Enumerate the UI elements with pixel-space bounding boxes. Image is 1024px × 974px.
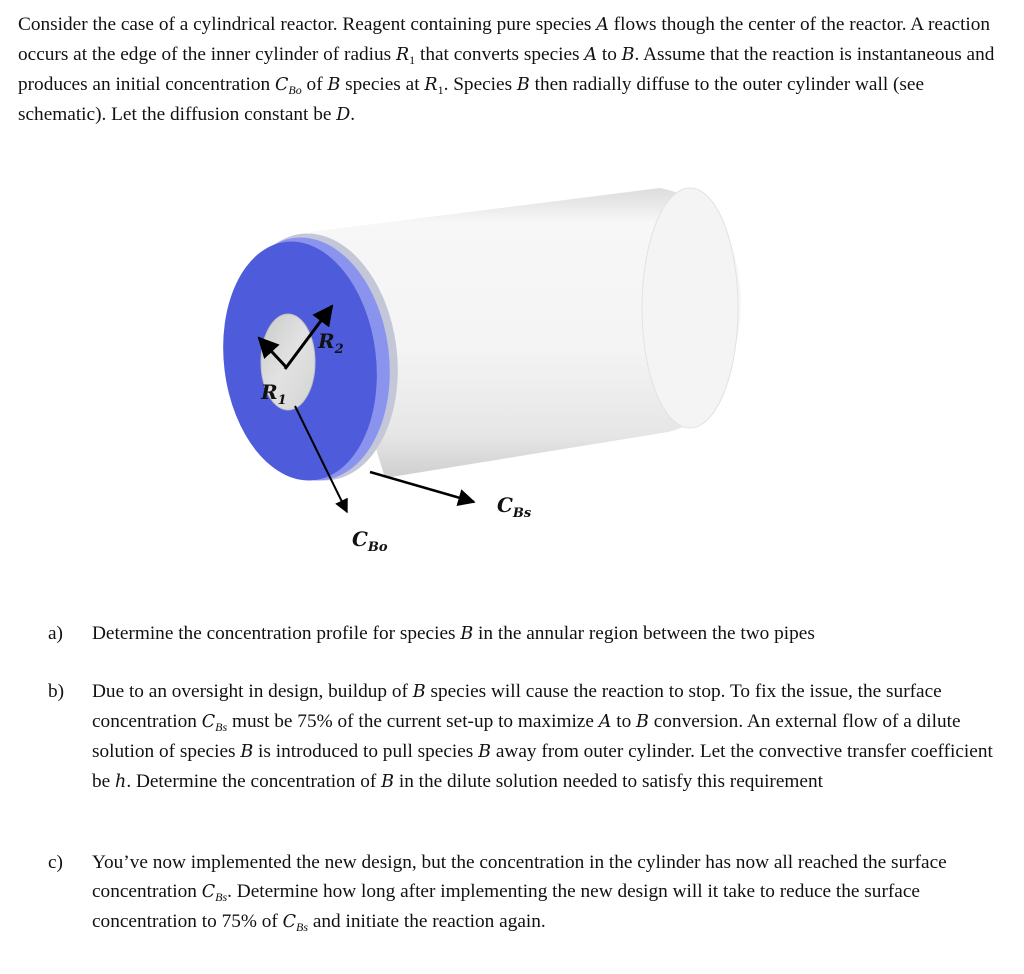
label-cbs: $C_{Bs}$	[497, 493, 532, 521]
problem-statement: Consider the case of a cylindrical reactor. Reagent containing pure species A flows though the center of the reactor. A reaction occurs at the edge of the inner cylinder of radius $R_1$ that converts species A to B. Assume that the reaction is instantaneous and produces an initial concentration $C_{Bo}$ of B species at $R_1$. Species B then radially diffuse to the outer cylinder wall (see schematic). Let the diffusion constant be D.	[18, 14, 995, 125]
question-a-text: Determine the concentration profile for species B in the annular region between the two pipes	[92, 623, 815, 644]
label-r2: $R_2$	[318, 329, 344, 357]
question-a-label: a)	[48, 623, 63, 644]
question-c	[48, 848, 993, 937]
label-r1: $R_1$	[261, 380, 287, 408]
question-a	[48, 619, 993, 649]
question-b-label: b)	[48, 681, 65, 702]
question-c-text: You’ve now implemented the new design, but the concentration in the cylinder has now all reached the surface concentration $C_{Bs}$. Determine how long after implementing the new design will it take to reduce the surface concentration to 75% of $C_{Bs}$ and initiate the reaction again.	[92, 852, 947, 934]
cbs-arrow	[370, 472, 474, 502]
question-c-label: c)	[48, 852, 63, 873]
question-b	[48, 677, 993, 797]
cylinder-far-end	[642, 188, 738, 428]
label-cbo: $C_{Bo}$	[352, 527, 388, 555]
question-b-text: Due to an oversight in design, buildup of B species will cause the reaction to stop. To fix the issue, the surface concentration $C_{Bs}$ must be 75% of the current set-up to maximize A to B conversion. An external flow of a dilute solution of species B is introduced to pull species B away from outer cylinder. Let the convective transfer coefficient be h. Determine the concentration of B in the dilute solution needed to satisfy this requirement	[92, 681, 993, 792]
